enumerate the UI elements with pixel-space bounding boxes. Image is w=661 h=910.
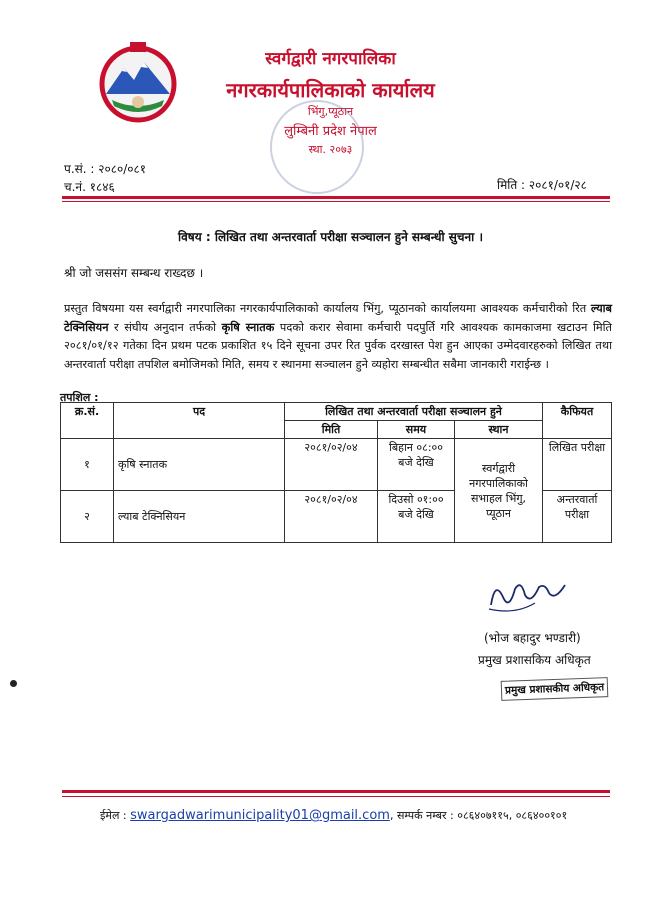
contact-numbers: , सम्पर्क नम्बर : ०८६४०७११५, ०८६४००१०१ xyxy=(389,809,568,822)
handwritten-signature xyxy=(485,575,575,615)
scan-speck xyxy=(10,680,17,687)
header-divider xyxy=(62,196,610,199)
header-time: समय xyxy=(378,421,455,439)
body-paragraph: प्रस्तुत विषयमा यस स्वर्गद्वारी नगरपालिका नगरकार्यपालिकाको कार्यालय भिंगु, प्यूठानको कार्यालयमा आवश्यक कर्मचारीको रित ल्याब टेक्निसियन र संघीय अनुदान तर्फको कृषि स्नातक पदको करार सेवामा कर्मचारी पदपुर्ति गरि आवश्यक कामकाजमा खटाउन मिति २०८१/०१/१२ गतेका दिन प्रथम पटक प्रकाशित १५ दिने सूचना उपर रित पुर्वक दरखास्त पेश हुन आएका उम्मेदवारहरुको लिखित तथा अन्तरवार्ता परीक्षा तपशिल बमोजिमको मिति, समय र स्थानमा सञ्चालन हुने व्यहोरा सम्बन्धीत सबैमा जानकारी गराईन्छ । xyxy=(64,302,612,371)
header-exam-group: लिखित तथा अन्तरवार्ता परीक्षा सञ्चालन हुने xyxy=(285,403,543,421)
header-divider-thin xyxy=(62,201,610,202)
footer-contact xyxy=(100,808,567,823)
address-line-1: भिंगु,प्यूठान xyxy=(307,105,354,118)
lab-technician-bold: ल्याब टेक्निसियन xyxy=(64,302,612,334)
office-name: नगरकार्यपालिकाको कार्यालय xyxy=(226,78,435,102)
footer-divider-thin xyxy=(62,796,610,797)
subject-line: विषय : लिखित तथा अन्तरवार्ता परीक्षा सञ्चालन हुने सम्बन्धी सुचना । xyxy=(178,230,483,244)
established-year: स्था. २०७३ xyxy=(308,143,353,156)
header-post: पद xyxy=(114,403,285,439)
address-line-2: लुम्बिनी प्रदेश नेपाल xyxy=(284,124,377,139)
footer-divider xyxy=(62,790,610,793)
email-link[interactable]: swargadwarimunicipality01@gmail.com xyxy=(130,808,390,823)
header-sn: क्र.सं. xyxy=(61,403,114,439)
office-seal-stamp xyxy=(270,100,364,194)
header-venue: स्थान xyxy=(455,421,543,439)
header-remarks: कैफियत xyxy=(543,403,612,439)
letter-date: मिति : २०८१/०१/२८ xyxy=(497,178,587,192)
email-label: ईमेल : xyxy=(100,809,127,822)
dispatch-number: च.नं. १८४६ xyxy=(64,180,115,194)
agriculture-graduate-bold: कृषि स्नातक xyxy=(221,320,275,334)
table-row: १ कृषि स्नातक २०८१/०२/०४ बिहान ०८:०० बजे देखि स्वर्गद्वारी नगरपालिकाको सभाहल भिंगु, प्यूठान लिखित परीक्षा xyxy=(61,439,612,491)
header-date: मिति xyxy=(285,421,378,439)
municipality-name: स्वर्गद्वारी नगरपालिका xyxy=(265,49,396,69)
reference-number: प.सं. : २०८०/०८१ xyxy=(64,162,146,176)
signatory-position: प्रमुख प्रशासकिय अधिकृत xyxy=(478,653,591,667)
greeting: श्री जो जससंग सम्बन्ध राख्दछ । xyxy=(64,266,204,280)
venue-cell: स्वर्गद्वारी नगरपालिकाको सभाहल भिंगु, प्यूठान xyxy=(455,439,543,543)
table-row: २ ल्याब टेक्निसियन २०८१/०२/०४ दिउसो ०१:०० बजे देखि अन्तरवार्ता परीक्षा xyxy=(61,491,612,543)
signatory-stamp: प्रमुख प्रशासकीय अधिकृत xyxy=(501,677,609,701)
exam-schedule-table xyxy=(60,402,612,543)
details-label: तपशिल : xyxy=(60,391,99,404)
signatory-name: (भोज बहादुर भण्डारी) xyxy=(484,631,581,645)
